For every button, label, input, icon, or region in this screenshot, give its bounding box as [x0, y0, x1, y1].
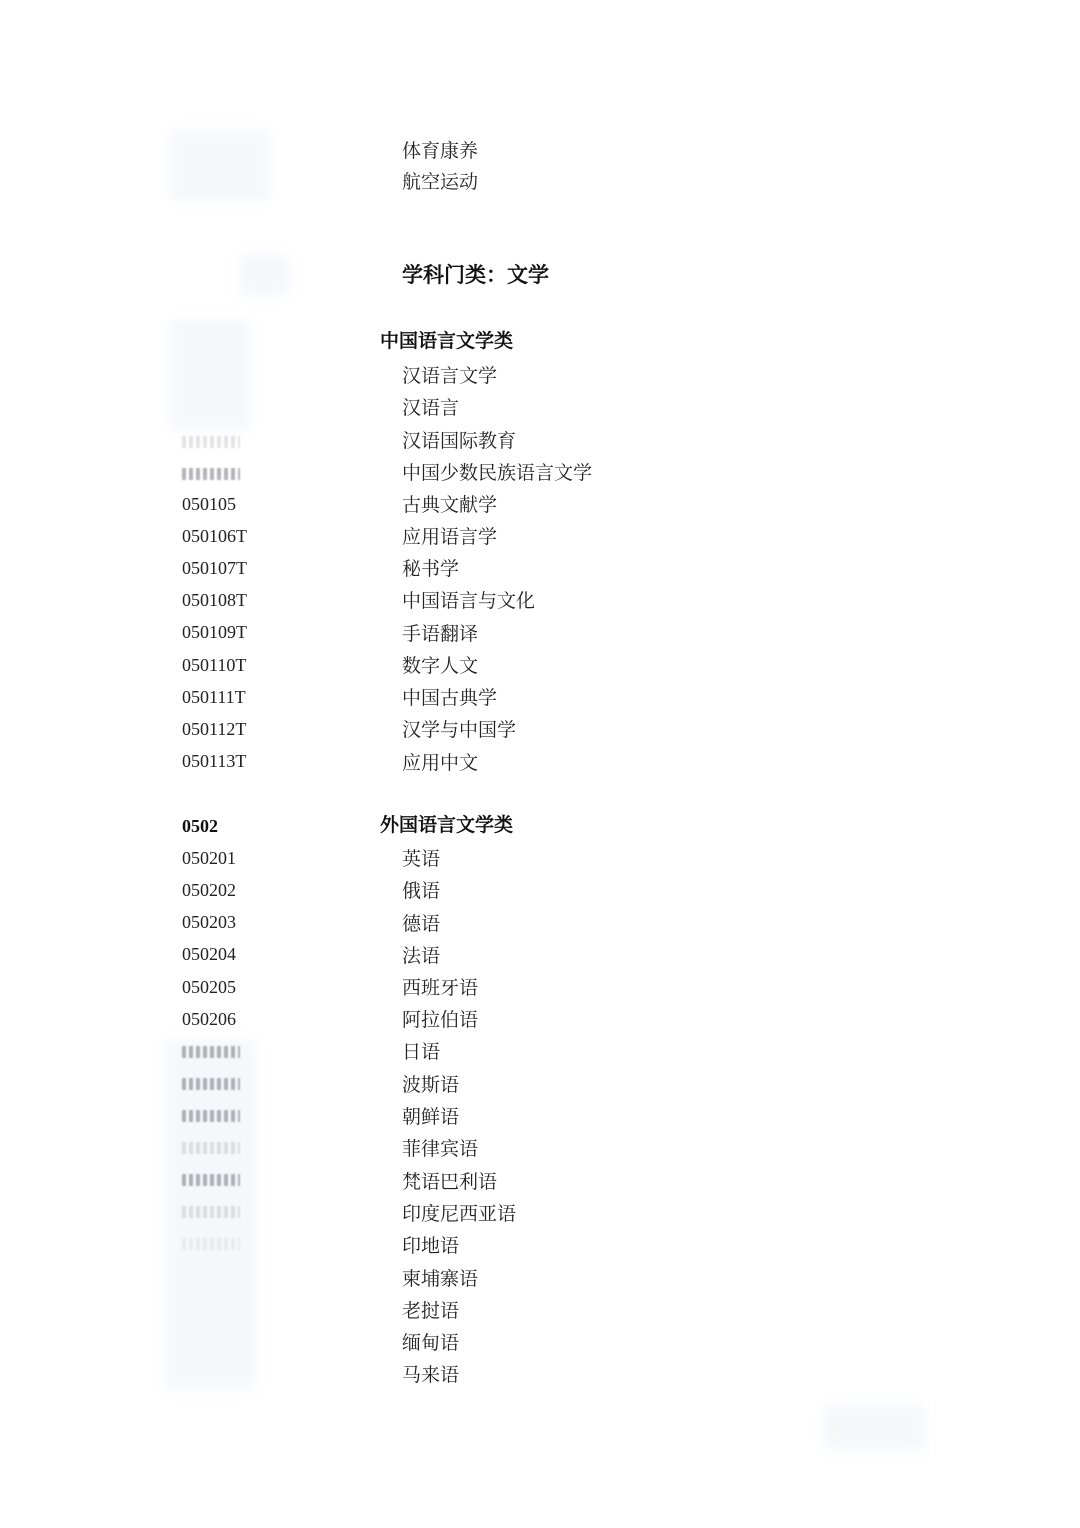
blur-artifact	[240, 255, 290, 295]
major-code: 050113T	[182, 751, 247, 771]
major-code: 050204	[182, 944, 236, 964]
major-name: 汉语言	[402, 397, 460, 419]
major-code: 050111T	[182, 687, 246, 707]
obscured-code	[182, 1142, 240, 1154]
major-name: 菲律宾语	[402, 1138, 479, 1160]
class-name: 中国语言文学类	[380, 330, 514, 352]
major-code: 050108T	[182, 590, 247, 610]
obscured-code	[182, 1174, 240, 1186]
major-name: 古典文献学	[402, 494, 498, 516]
major-name: 马来语	[402, 1364, 460, 1386]
major-code: 050205	[182, 977, 236, 997]
major-name: 缅甸语	[402, 1332, 460, 1354]
major-name: 老挝语	[402, 1300, 460, 1322]
major-code: 050201	[182, 848, 236, 868]
obscured-code	[182, 468, 240, 480]
major-name: 英语	[402, 848, 441, 870]
major-name: 汉语国际教育	[402, 430, 517, 452]
major-name: 日语	[402, 1041, 441, 1063]
blur-artifact	[170, 320, 250, 430]
obscured-code	[182, 1078, 240, 1090]
major-code: 050112T	[182, 719, 247, 739]
major-name: 印度尼西亚语	[402, 1203, 517, 1225]
obscured-code	[182, 1238, 240, 1250]
obscured-code	[182, 1046, 240, 1058]
major-name: 印地语	[402, 1235, 460, 1257]
blur-artifact	[170, 130, 270, 200]
major-name: 汉学与中国学	[402, 719, 517, 741]
major-name: 柬埔寨语	[402, 1268, 479, 1290]
obscured-code	[182, 436, 240, 448]
major-name: 航空运动	[402, 171, 479, 193]
major-name: 德语	[402, 913, 441, 935]
major-code: 050105	[182, 494, 236, 514]
major-code: 050202	[182, 880, 236, 900]
major-name: 汉语言文学	[402, 365, 498, 387]
major-name: 中国语言与文化	[402, 590, 536, 612]
major-name: 中国古典学	[402, 687, 498, 709]
major-name: 体育康养	[402, 140, 479, 162]
major-name: 西班牙语	[402, 977, 479, 999]
major-name: 法语	[402, 945, 441, 967]
major-name: 数字人文	[402, 655, 479, 677]
major-code: 050110T	[182, 655, 247, 675]
major-code: 050107T	[182, 558, 247, 578]
major-name: 秘书学	[402, 558, 460, 580]
major-name: 手语翻译	[402, 623, 479, 645]
class-code: 0502	[182, 816, 218, 836]
section-heading: 学科门类：文学	[402, 262, 549, 287]
major-name: 梵语巴利语	[402, 1171, 498, 1193]
major-code: 050109T	[182, 622, 247, 642]
class-name: 外国语言文学类	[380, 814, 514, 836]
blur-artifact	[825, 1405, 925, 1450]
obscured-code	[182, 1110, 240, 1122]
major-name: 中国少数民族语言文学	[402, 462, 593, 484]
major-name: 波斯语	[402, 1074, 460, 1096]
major-name: 俄语	[402, 880, 441, 902]
major-name: 应用中文	[402, 752, 479, 774]
major-name: 朝鲜语	[402, 1106, 460, 1128]
major-name: 阿拉伯语	[402, 1009, 479, 1031]
major-name: 应用语言学	[402, 526, 498, 548]
major-code: 050206	[182, 1009, 236, 1029]
major-code: 050203	[182, 912, 236, 932]
obscured-code	[182, 1206, 240, 1218]
major-code: 050106T	[182, 526, 247, 546]
